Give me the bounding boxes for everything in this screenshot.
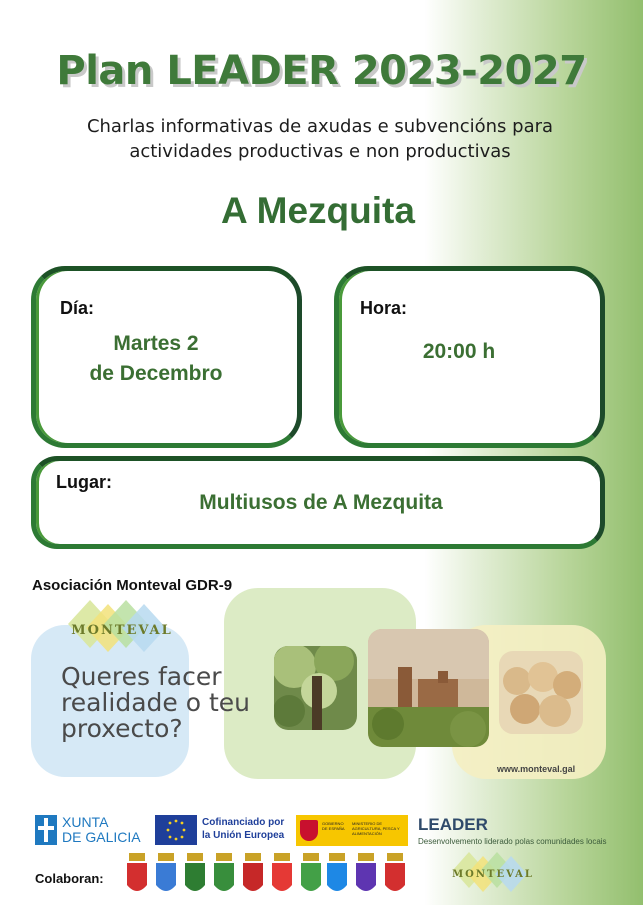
crest-icon xyxy=(299,853,323,899)
xunta-line-1: XUNTA xyxy=(62,814,109,830)
place-box xyxy=(31,456,605,549)
monteval-footer-text: MONTEVAL xyxy=(452,869,534,880)
photo-castle xyxy=(368,629,489,747)
spain-crest-icon xyxy=(300,820,318,841)
crest-icon xyxy=(241,853,265,899)
crest-icon xyxy=(154,853,178,899)
xunta-text xyxy=(62,815,141,845)
crest-icon xyxy=(212,853,236,899)
crest-icon xyxy=(125,853,149,899)
photo-chestnuts xyxy=(499,651,583,734)
page-title: Plan LEADER 2023-2027 xyxy=(56,48,587,94)
monteval-logo xyxy=(50,596,195,660)
day-label: Día: xyxy=(60,298,95,318)
leader-subtitle: Desenvolvemento liderado polas comunidades locais xyxy=(418,837,607,846)
eu-line-2: la Unión Europea xyxy=(202,830,285,841)
time-box xyxy=(334,266,605,448)
monteval-footer-logo xyxy=(435,850,555,896)
association-name: Asociación Monteval GDR-9 xyxy=(32,577,233,594)
town-name: A Mezquita xyxy=(221,190,415,231)
xunta-logo xyxy=(35,815,57,845)
slogan: Queres facer realidade o teu proxecto? xyxy=(61,662,250,743)
ministerio-logo xyxy=(296,815,408,846)
leader-title: LEADER xyxy=(418,815,488,834)
ministerio-right-text: MINISTERIO DE AGRICULTURA, PESCA Y ALIMENTACIÓN xyxy=(352,821,400,836)
ministerio-left-text: GOBIERNO DE ESPAÑA xyxy=(322,821,345,831)
crest-icon xyxy=(183,853,207,899)
photo-forest xyxy=(274,646,357,730)
place-label: Lugar: xyxy=(56,472,112,492)
time-value: 20:00 h xyxy=(422,340,496,363)
eu-text xyxy=(202,816,284,842)
eu-flag-icon xyxy=(155,815,197,845)
crest-icon xyxy=(325,853,349,899)
monteval-logo-text: MONTEVAL xyxy=(71,623,173,638)
time-label: Hora: xyxy=(360,298,408,318)
website-url[interactable]: www.monteval.gal xyxy=(497,764,576,774)
crest-icon xyxy=(270,853,294,899)
day-box xyxy=(31,266,302,448)
crest-icon xyxy=(383,853,407,899)
subtitle: Charlas informativas de axudas e subvencións para actividades productivas e non productivas xyxy=(86,116,554,162)
collaborators-label: Colaboran: xyxy=(35,871,104,886)
crest-icon xyxy=(354,853,378,899)
eu-line-1: Cofinanciado por xyxy=(202,817,285,828)
place-value: Multiusos de A Mezquita xyxy=(199,491,443,514)
day-line-1: Martes 2 xyxy=(113,332,199,355)
day-value xyxy=(56,329,256,389)
day-line-2: de Decembro xyxy=(89,362,223,385)
xunta-line-2: DE GALICIA xyxy=(62,829,141,845)
